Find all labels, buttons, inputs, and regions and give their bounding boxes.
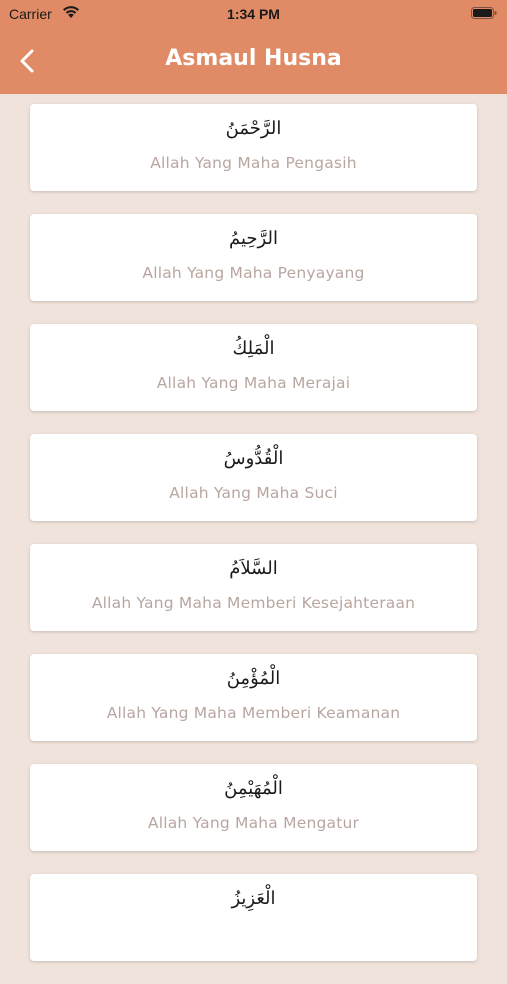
name-meaning: Allah Yang Maha Merajai bbox=[156, 374, 351, 392]
name-meaning: Allah Yang Maha Penyayang bbox=[142, 264, 365, 282]
name-meaning: Allah Yang Maha Memberi Keamanan bbox=[106, 704, 401, 722]
name-meaning: Allah Yang Maha Mengatur bbox=[147, 814, 360, 832]
arabic-name: الْمُهَيْمِنُ bbox=[224, 778, 283, 799]
app-header bbox=[0, 0, 507, 94]
arabic-name: السَّلاَمُ bbox=[229, 558, 278, 579]
list-item[interactable] bbox=[30, 434, 477, 521]
status-time: 1:34 PM bbox=[227, 6, 280, 22]
list-item[interactable] bbox=[30, 654, 477, 741]
arabic-name: الْمُؤْمِنُ bbox=[226, 668, 281, 689]
arabic-name: الْقُدُّوسُ bbox=[223, 448, 284, 469]
name-meaning: Allah Yang Maha Memberi Kesejahteraan bbox=[91, 594, 416, 612]
arabic-name: الرَّحْمَنُ bbox=[225, 118, 282, 139]
battery-icon bbox=[471, 7, 497, 19]
name-meaning: Allah Yang Maha Suci bbox=[169, 484, 338, 502]
arabic-name: الْعَزِيزُ bbox=[231, 888, 276, 909]
arabic-name: الرَّحِيمُ bbox=[229, 228, 278, 249]
arabic-name: الْمَلِكُ bbox=[232, 338, 275, 359]
list-item[interactable] bbox=[30, 104, 477, 191]
navigation-bar bbox=[0, 28, 507, 94]
page-title: Asmaul Husna bbox=[165, 46, 342, 71]
list-item[interactable] bbox=[30, 324, 477, 411]
list-item[interactable] bbox=[30, 874, 477, 961]
carrier-label: Carrier bbox=[9, 6, 52, 22]
name-meaning: Allah Yang Maha Pengasih bbox=[150, 154, 357, 172]
list-item[interactable] bbox=[30, 544, 477, 631]
status-bar bbox=[0, 0, 507, 28]
list-item[interactable] bbox=[30, 764, 477, 851]
names-list bbox=[30, 104, 477, 984]
list-item[interactable] bbox=[30, 214, 477, 301]
